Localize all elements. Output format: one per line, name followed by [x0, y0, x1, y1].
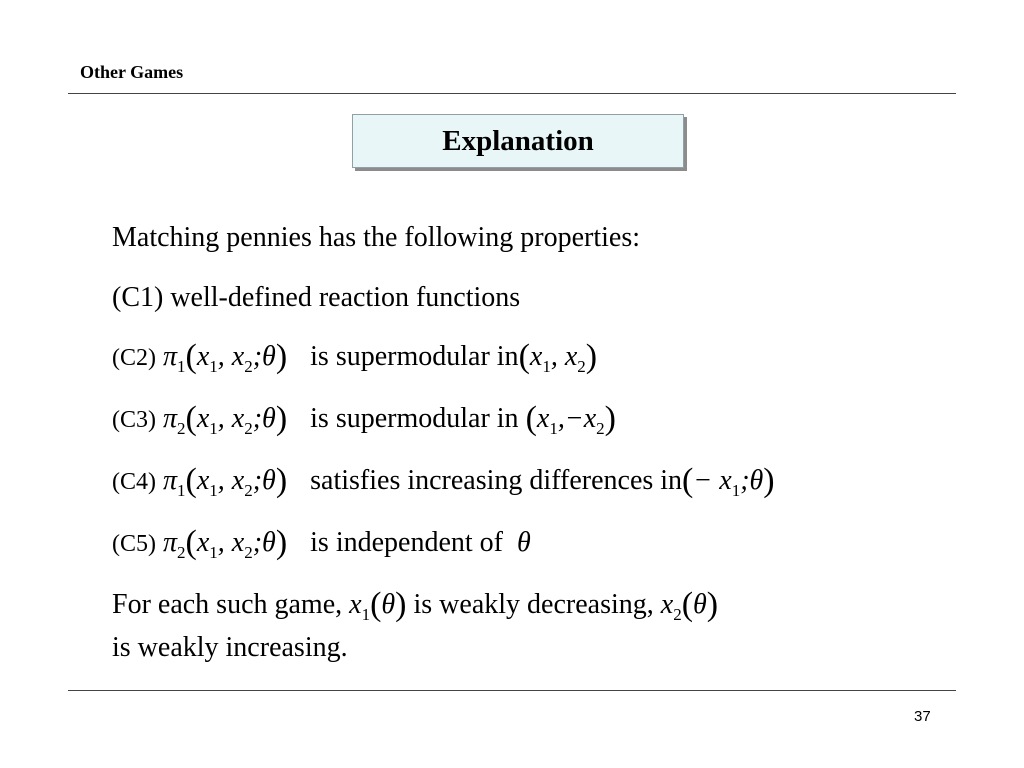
c1-text: well-defined reaction functions — [170, 282, 521, 313]
property-c5 — [112, 524, 531, 563]
conclusion-line-1 — [112, 586, 718, 625]
c3-variables-formula: $(x_1,-x_2)$ — [525, 400, 616, 438]
x1-theta-formula: $x_1(\theta)$ — [349, 586, 407, 624]
c4-variables-formula: (− $x_1;\theta$) — [682, 462, 775, 500]
c5-theta-symbol: θ — [509, 527, 531, 558]
page-number: 37 — [914, 708, 931, 725]
slide-title-box — [352, 114, 684, 168]
conclusion-line-2: is weakly increasing. — [112, 632, 348, 663]
c2-text: is supermodular in — [310, 341, 519, 372]
slide-title: Explanation — [442, 124, 594, 157]
c1-label: (C1) — [112, 282, 164, 313]
property-c3 — [112, 400, 616, 439]
c2-variables-formula: ($x_1$, $x_2$) — [518, 338, 598, 376]
c5-payoff-formula: $\pi_2(x_1$, $x_2;\theta$) — [163, 524, 288, 562]
property-c2 — [112, 338, 597, 377]
c3-label: (C3) — [112, 407, 156, 433]
c5-label: (C5) — [112, 531, 156, 557]
c3-text: is supermodular in — [310, 403, 519, 434]
c4-payoff-formula: $\pi_1(x_1$, $x_2;\theta$) — [163, 462, 288, 500]
c2-label: (C2) — [112, 345, 156, 371]
property-c4 — [112, 462, 775, 501]
section-title: Other Games — [80, 62, 184, 82]
c2-payoff-formula: $\pi_1(x_1$, $x_2;\theta$) — [163, 338, 288, 376]
c5-text: is independent of — [310, 527, 503, 558]
property-c1 — [112, 282, 520, 314]
c3-payoff-formula: $\pi_2(x_1$, $x_2;\theta$) — [163, 400, 288, 438]
conclusion-prefix: For each such game, — [112, 589, 343, 620]
c4-label: (C4) — [112, 469, 156, 495]
x2-theta-formula: $x_2(\theta)$ — [660, 586, 719, 624]
top-divider — [68, 93, 956, 94]
conclusion-middle: is weakly decreasing, — [413, 589, 654, 620]
c4-text: satisfies increasing differences in — [310, 465, 683, 496]
bottom-divider — [68, 690, 956, 691]
intro-text: Matching pennies has the following properties: — [112, 222, 640, 253]
